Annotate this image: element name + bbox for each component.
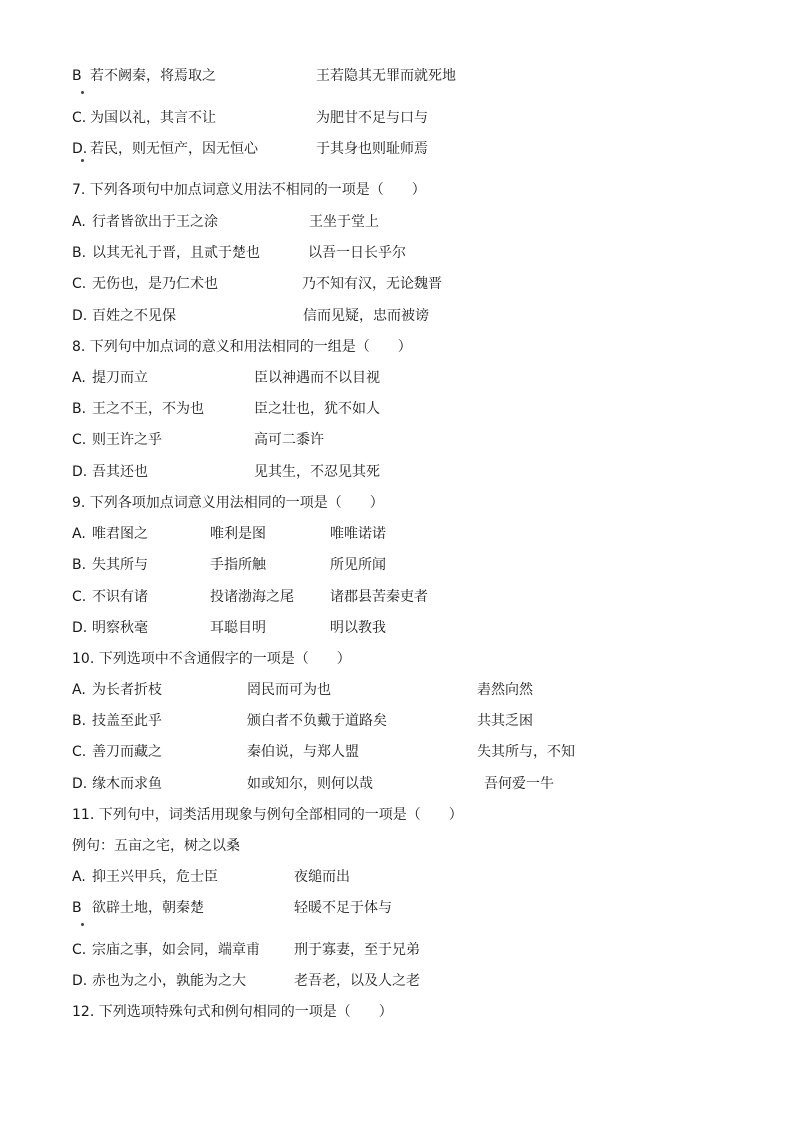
option-text: 吾其还也 xyxy=(92,464,148,480)
option-row xyxy=(72,898,754,918)
option-text: 失其所与 xyxy=(92,557,148,573)
option-text: 吾何爱一牛 xyxy=(484,776,554,792)
option-text: 见其生，不忍见其死 xyxy=(254,464,380,480)
option-label: C. xyxy=(72,589,87,605)
option-text: 欲辟土地，朝秦楚 xyxy=(92,900,204,916)
option-text: 秦伯说，与郑人盟 xyxy=(247,744,359,760)
option-text: 唯唯诺诺 xyxy=(330,526,386,542)
option-label: B xyxy=(72,68,82,84)
option-text: 高可二黍许 xyxy=(254,432,324,448)
option-text: 以其无礼于晋，且贰于楚也 xyxy=(92,245,260,261)
question-8: 8. 下列句中加点词的意义和用法相同的一组是（ ） xyxy=(72,339,412,355)
option-row xyxy=(72,940,754,960)
option-label: D. xyxy=(72,776,88,792)
option-row xyxy=(72,742,754,762)
option-label: A. xyxy=(72,370,86,386)
option-label: B. xyxy=(72,401,87,417)
option-row xyxy=(72,243,754,263)
option-text: 提刀而立 xyxy=(92,370,148,386)
option-row xyxy=(72,971,754,991)
option-label: A. xyxy=(72,214,86,230)
question-9: 9. 下列各项加点词意义用法相同的一项是（ ） xyxy=(72,495,384,511)
option-text: 失其所与，不知 xyxy=(477,744,575,760)
option-row xyxy=(72,587,754,607)
option-text: 夜缒而出 xyxy=(294,869,350,885)
option-text: 刑于寡妻，至于兄弟 xyxy=(294,942,420,958)
option-text: 王之不王，不为也 xyxy=(92,401,204,417)
option-label: C. xyxy=(72,110,87,126)
option-text: 耳聪目明 xyxy=(210,620,266,636)
option-text: 王若隐其无罪而就死地 xyxy=(316,68,456,84)
option-label: D. xyxy=(72,141,88,157)
option-row xyxy=(72,274,754,294)
option-text: 乃不知有汉，无论魏晋 xyxy=(302,276,442,292)
option-row xyxy=(72,711,754,731)
option-label: B. xyxy=(72,713,87,729)
option-text: 颁白者不负戴于道路矣 xyxy=(247,713,387,729)
option-row xyxy=(72,774,754,794)
option-text: 王坐于堂上 xyxy=(309,214,379,230)
option-label: D. xyxy=(72,308,88,324)
option-text: 轻暖不足于体与 xyxy=(294,900,392,916)
option-text: 于其身也则耻师焉 xyxy=(316,141,428,157)
option-label: C. xyxy=(72,432,87,448)
option-text: 缘木而求鱼 xyxy=(92,776,162,792)
question-11: 11. 下列句中，词类活用现象与例句全部相同的一项是（ ） xyxy=(72,807,463,823)
option-label: D. xyxy=(72,464,88,480)
option-label: B. xyxy=(72,245,87,261)
option-text: 抑王兴甲兵，危士臣 xyxy=(92,869,218,885)
option-text: 罔民而可为也 xyxy=(247,682,331,698)
option-label: A. xyxy=(72,869,86,885)
example-sentence: 例句：五亩之宅，树之以桑 xyxy=(72,838,240,854)
option-label: B xyxy=(72,900,82,916)
option-text: 唯利是图 xyxy=(210,526,266,542)
option-text: 则王许之乎 xyxy=(92,432,162,448)
option-label: D. xyxy=(72,973,88,989)
question-7: 7. 下列各项句中加点词意义用法不相同的一项是（ ） xyxy=(72,182,426,198)
question-10: 10. 下列选项中不含通假字的一项是（ ） xyxy=(72,651,351,667)
option-text: 技盖至此乎 xyxy=(92,713,162,729)
option-text: 臣之壮也，犹不如人 xyxy=(254,401,380,417)
option-text: 明以教我 xyxy=(330,620,386,636)
option-row xyxy=(72,680,754,700)
option-row xyxy=(72,399,754,419)
option-text: 所见所闻 xyxy=(330,557,386,573)
stray-dot xyxy=(81,91,84,94)
option-label: C. xyxy=(72,744,87,760)
option-label: B. xyxy=(72,557,87,573)
option-text: 老吾老，以及人之老 xyxy=(294,973,420,989)
option-row xyxy=(72,555,754,575)
option-row xyxy=(72,212,754,232)
option-text: 如或知尔，则何以哉 xyxy=(247,776,373,792)
option-label: C. xyxy=(72,942,87,958)
option-row xyxy=(72,430,754,450)
option-text: 宗庙之事，如会同，端章甫 xyxy=(92,942,260,958)
option-text: 唯君图之 xyxy=(92,526,148,542)
option-text: 臣以神遇而不以目视 xyxy=(254,370,380,386)
option-label: D. xyxy=(72,620,88,636)
stray-dot xyxy=(81,159,84,162)
option-row xyxy=(72,368,754,388)
option-text: 手指所触 xyxy=(210,557,266,573)
option-text: 为长者折枝 xyxy=(92,682,162,698)
option-text: 若民，则无恒产，因无恒心 xyxy=(90,141,258,157)
option-row xyxy=(72,139,754,159)
option-label: C. xyxy=(72,276,87,292)
option-text: 善刀而藏之 xyxy=(92,744,162,760)
option-text: 信而见疑，忠而被谤 xyxy=(303,308,429,324)
option-text: 为肥甘不足与口与 xyxy=(316,110,428,126)
question-12: 12. 下列选项特殊句式和例句相同的一项是（ ） xyxy=(72,1004,393,1020)
option-row xyxy=(72,618,754,638)
option-label: A. xyxy=(72,526,86,542)
option-row xyxy=(72,462,754,482)
option-text: 共其乏困 xyxy=(477,713,533,729)
option-text: 为国以礼，其言不让 xyxy=(90,110,216,126)
option-text: 投诸渤海之尾 xyxy=(210,589,294,605)
option-row xyxy=(72,108,754,128)
option-row xyxy=(72,306,754,326)
option-text: 行者皆欲出于王之涂 xyxy=(92,214,218,230)
option-row xyxy=(72,66,754,86)
option-text: 若不阙秦，将焉取之 xyxy=(90,68,216,84)
option-text: 百姓之不见保 xyxy=(92,308,176,324)
option-text: 赤也为之小，孰能为之大 xyxy=(92,973,246,989)
option-text: 无伤也，是乃仁术也 xyxy=(92,276,218,292)
option-label: A. xyxy=(72,682,86,698)
option-text: 以吾一日长乎尔 xyxy=(308,245,406,261)
option-text: 不识有诸 xyxy=(92,589,148,605)
option-row xyxy=(72,867,754,887)
option-text: 砉然向然 xyxy=(477,682,533,698)
option-text: 诸郡县苦秦吏者 xyxy=(330,589,428,605)
option-text: 明察秋毫 xyxy=(92,620,148,636)
option-row xyxy=(72,524,754,544)
stray-dot xyxy=(81,923,84,926)
